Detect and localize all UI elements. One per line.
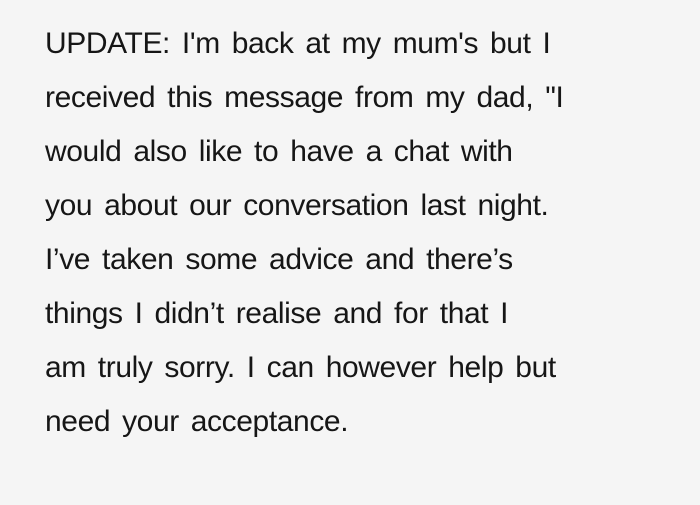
text-line: would also like to have a chat with bbox=[45, 135, 513, 168]
text-line: you about our conversation last night. bbox=[45, 189, 549, 222]
text-line: I’ve taken some advice and there’s bbox=[45, 243, 513, 276]
text-line: UPDATE: I'm back at my mum's but I bbox=[45, 27, 551, 60]
text-line: am truly sorry. I can however help but bbox=[45, 351, 556, 384]
text-line: things I didn’t realise and for that I bbox=[45, 297, 509, 330]
text-line: need your acceptance. bbox=[45, 405, 349, 438]
text-line: received this message from my dad, "I bbox=[45, 81, 564, 114]
